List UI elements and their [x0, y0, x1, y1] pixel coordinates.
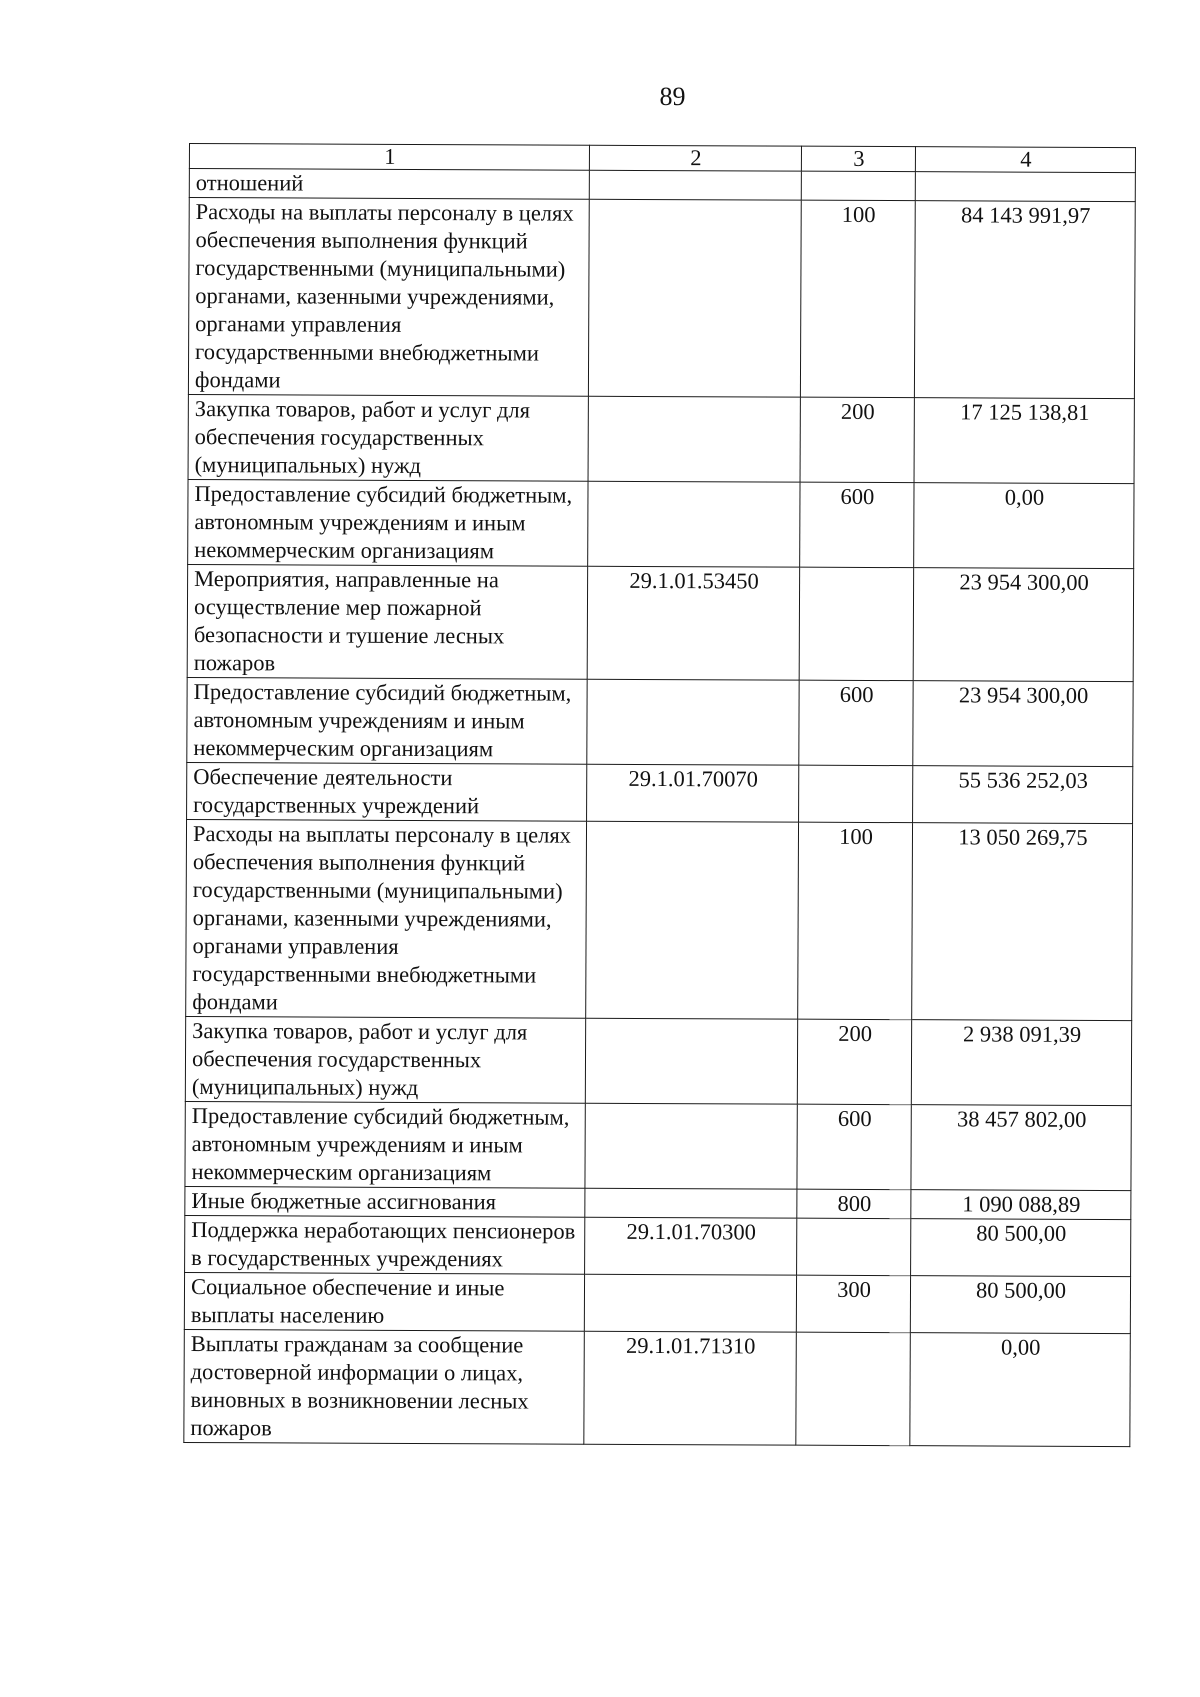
table-row — [188, 394, 1134, 483]
cell-type: 600 — [799, 680, 913, 765]
table-row — [189, 169, 1135, 202]
table-row — [184, 1329, 1130, 1446]
cell-code: 29.1.01.70300 — [585, 1217, 797, 1275]
cell-code — [588, 396, 800, 482]
cell-type — [799, 567, 913, 680]
cell-name: Предоставление субсидий бюджетным, автономным учреждениям и иным некоммерческим организациям — [185, 1101, 585, 1188]
column-header-1: 1 — [189, 144, 589, 171]
table-row — [185, 1215, 1131, 1276]
budget-table — [183, 143, 1136, 1447]
cell-type — [796, 1332, 910, 1445]
cell-amount: 17 125 138,81 — [914, 398, 1134, 484]
cell-code — [588, 481, 800, 567]
cell-code — [588, 199, 801, 397]
cell-type: 100 — [800, 200, 915, 397]
cell-type: 100 — [798, 822, 913, 1019]
cell-amount: 1 090 088,89 — [911, 1190, 1131, 1220]
column-header-4: 4 — [915, 147, 1135, 173]
cell-amount: 84 143 991,97 — [914, 201, 1135, 399]
cell-amount — [915, 172, 1135, 202]
cell-amount: 2 938 091,39 — [911, 1020, 1131, 1106]
table-row — [188, 198, 1135, 399]
cell-type: 300 — [796, 1275, 910, 1332]
cell-amount: 0,00 — [914, 483, 1134, 569]
cell-amount: 80 500,00 — [910, 1276, 1130, 1334]
cell-type: 600 — [797, 1104, 911, 1189]
cell-type — [799, 765, 913, 822]
cell-amount: 0,00 — [910, 1333, 1130, 1447]
cell-name: Расходы на выплаты персоналу в целях обеспечения выполнения функций государственными (муниципальными) органами, казенными учреждениями, органами управления государственными внебюджетными фондами — [188, 198, 589, 397]
cell-amount: 38 457 802,00 — [911, 1105, 1131, 1191]
table-row — [184, 1272, 1130, 1333]
cell-amount: 13 050 269,75 — [912, 823, 1133, 1021]
cell-type — [797, 1218, 911, 1275]
cell-name: Иные бюджетные ассигнования — [185, 1186, 585, 1217]
cell-type — [801, 171, 915, 200]
table-row — [188, 479, 1134, 568]
cell-type: 800 — [797, 1189, 911, 1218]
cell-code: 29.1.01.70070 — [587, 764, 799, 822]
table-row — [185, 1101, 1131, 1190]
cell-code — [584, 1274, 796, 1332]
cell-name: Предоставление субсидий бюджетным, автономным учреждениям и иным некоммерческим организациям — [188, 479, 588, 566]
cell-code — [585, 1018, 797, 1104]
column-header-3: 3 — [801, 146, 915, 171]
table-row — [187, 564, 1133, 681]
table-row — [186, 819, 1133, 1020]
cell-name: Социальное обеспечение и иные выплаты населению — [184, 1272, 584, 1331]
cell-code — [585, 1188, 797, 1218]
cell-name: отношений — [189, 169, 589, 200]
cell-amount: 23 954 300,00 — [913, 681, 1133, 767]
cell-code — [587, 679, 799, 765]
cell-code — [589, 170, 801, 200]
cell-name: Расходы на выплаты персоналу в целях обеспечения выполнения функций государственными (муниципальными) органами, казенными учреждениями, органами управления государственными внебюджетными фондами — [186, 819, 587, 1018]
table-row — [185, 1016, 1131, 1105]
table-body — [184, 169, 1136, 1447]
cell-code: 29.1.01.71310 — [584, 1331, 796, 1445]
table-row — [187, 762, 1133, 823]
cell-amount: 80 500,00 — [911, 1219, 1131, 1277]
table-row — [185, 1186, 1131, 1219]
cell-name: Мероприятия, направленные на осуществление мер пожарной безопасности и тушение лесных пожаров — [187, 564, 587, 679]
cell-type: 600 — [800, 482, 914, 567]
cell-code — [585, 1103, 797, 1189]
cell-type: 200 — [797, 1019, 911, 1104]
page-number: 89 — [659, 82, 686, 111]
cell-name: Закупка товаров, работ и услуг для обеспечения государственных (муниципальных) нужд — [188, 394, 588, 481]
cell-name: Закупка товаров, работ и услуг для обеспечения государственных (муниципальных) нужд — [185, 1016, 585, 1103]
table-row — [187, 677, 1133, 766]
cell-amount: 55 536 252,03 — [913, 766, 1133, 824]
cell-name: Поддержка неработающих пенсионеров в государственных учреждениях — [185, 1215, 585, 1274]
cell-code: 29.1.01.53450 — [587, 566, 799, 680]
column-header-2: 2 — [589, 145, 801, 171]
cell-amount: 23 954 300,00 — [913, 568, 1133, 682]
cell-name: Обеспечение деятельности государственных учреждений — [187, 762, 587, 821]
cell-name: Выплаты гражданам за сообщение достоверной информации о лицах, виновных в возникновении лесных пожаров — [184, 1329, 584, 1444]
cell-name: Предоставление субсидий бюджетным, автономным учреждениям и иным некоммерческим организациям — [187, 677, 587, 764]
cell-type: 200 — [800, 397, 914, 482]
cell-code — [586, 821, 799, 1019]
